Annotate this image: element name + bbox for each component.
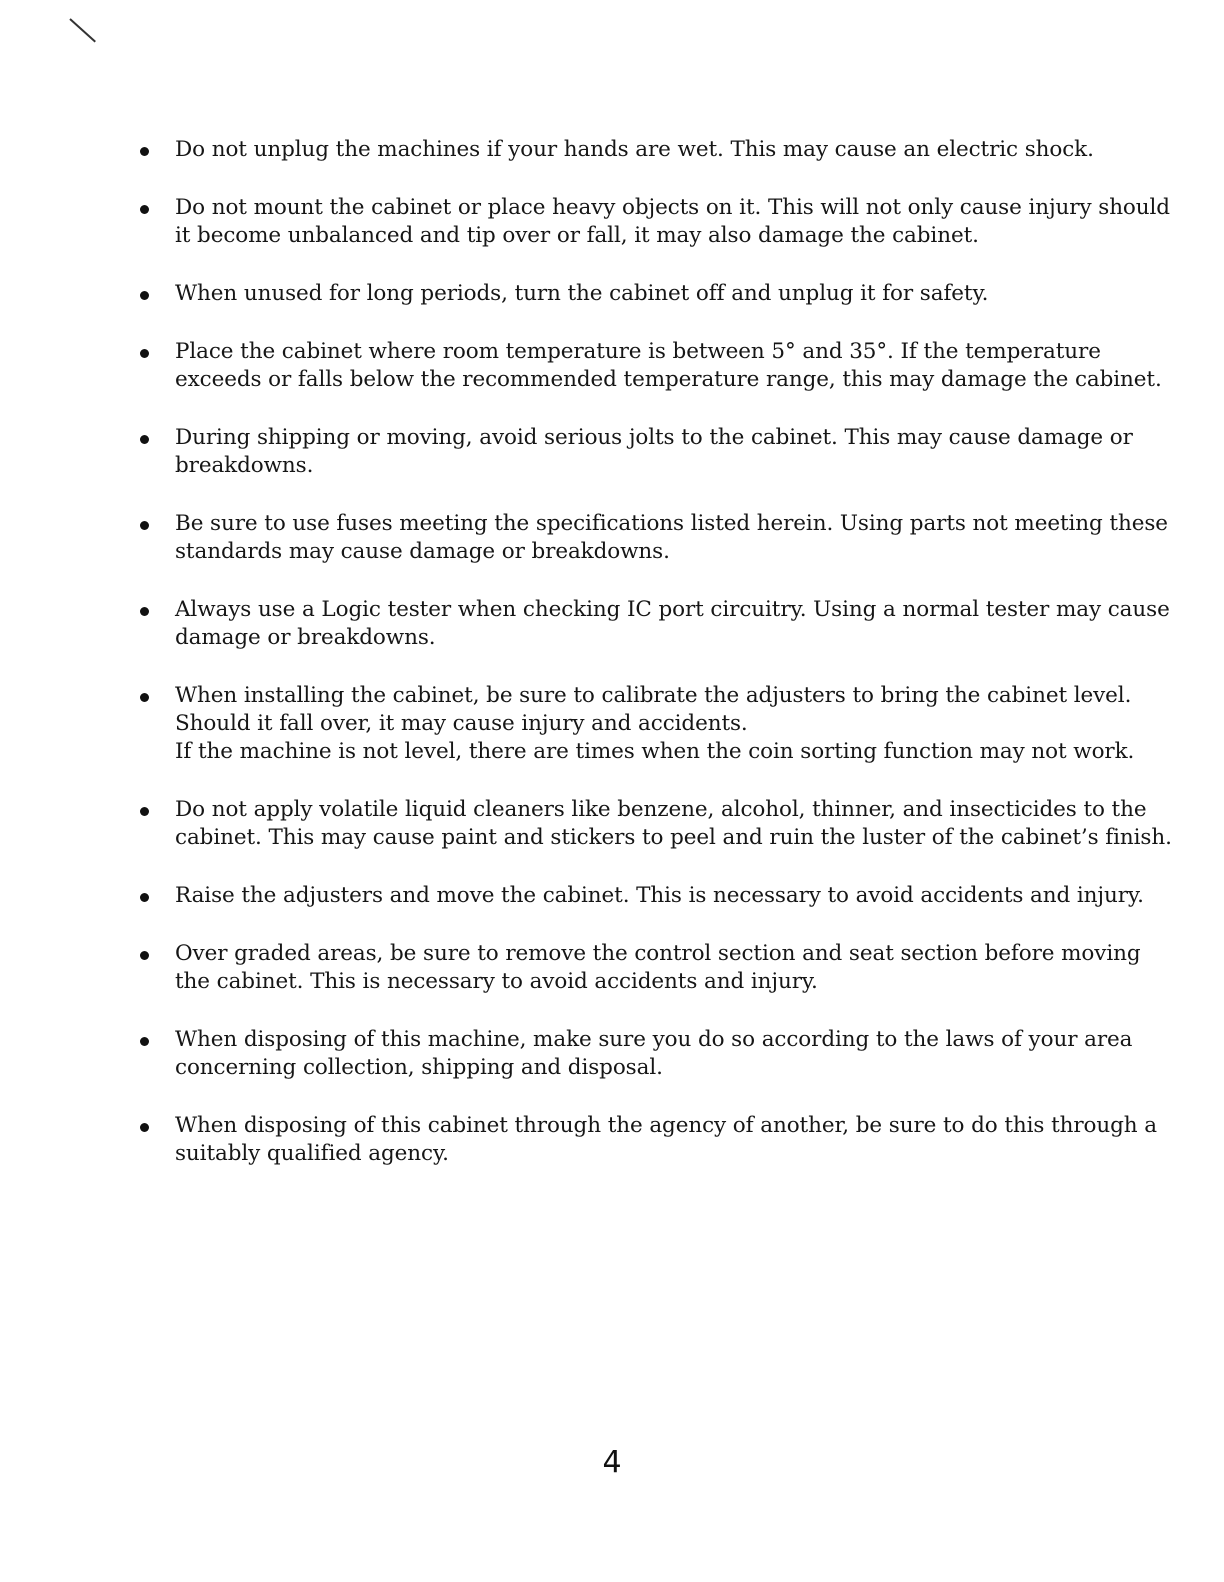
- bullet-line: damage or breakdowns.: [175, 625, 436, 650]
- bullet-line: When installing the cabinet, be sure to calibrate the adjusters to bring the cabinet level.: [175, 683, 1132, 708]
- bullet-line: cabinet. This may cause paint and stickers to peel and ruin the luster of the cabinet’s finish.: [175, 825, 1172, 850]
- bullet-line: it become unbalanced and tip over or fall, it may also damage the cabinet.: [175, 223, 979, 248]
- bullet-line: Do not apply volatile liquid cleaners like benzene, alcohol, thinner, and insecticides to the: [175, 797, 1147, 822]
- bullet-item: [135, 1112, 1157, 1168]
- bullet-icon: [140, 951, 149, 960]
- bullet-icon: [140, 435, 149, 444]
- bullet-icon: [140, 693, 149, 702]
- bullet-icon: [140, 147, 149, 156]
- bullet-line: During shipping or moving, avoid serious jolts to the cabinet. This may cause damage or: [175, 425, 1133, 450]
- bullet-line: When unused for long periods, turn the cabinet off and unplug it for safety.: [175, 281, 989, 306]
- bullet-item: [135, 280, 1140, 308]
- bullet-item: [135, 882, 1144, 910]
- bullet-line: Always use a Logic tester when checking IC port circuitry. Using a normal tester may cause: [175, 597, 1170, 622]
- safety-precautions-content: [135, 136, 1172, 1168]
- bullet-icon: [140, 893, 149, 902]
- bullet-icon: [140, 1123, 149, 1132]
- bullet-line: Should it fall over, it may cause injury and accidents.: [175, 711, 748, 736]
- bullet-line: the cabinet. This is necessary to avoid accidents and injury.: [175, 969, 818, 994]
- bullet-line: When disposing of this cabinet through the agency of another, be sure to do this through a: [175, 1113, 1157, 1138]
- bullet-line: exceeds or falls below the recommended temperature range, this may damage the cabinet.: [175, 367, 1162, 392]
- bullet-line: Raise the adjusters and move the cabinet. This is necessary to avoid accidents and injury.: [175, 883, 1144, 908]
- bullet-line: Do not mount the cabinet or place heavy objects on it. This will not only cause injury should: [175, 195, 1170, 220]
- bullet-line: Be sure to use fuses meeting the specifications listed herein. Using parts not meeting these: [175, 511, 1168, 536]
- bullet-line: suitably qualified agency.: [175, 1141, 449, 1166]
- bullet-line: breakdowns.: [175, 453, 314, 478]
- bullet-line: concerning collection, shipping and disposal.: [175, 1055, 663, 1080]
- bullet-line: standards may cause damage or breakdowns.: [175, 539, 670, 564]
- bullet-item: [135, 682, 1140, 766]
- bullet-item: [135, 338, 1162, 394]
- bullet-icon: [140, 205, 149, 214]
- page-number: 4: [602, 1445, 622, 1480]
- bullet-item: [135, 136, 1140, 164]
- bullet-item: [135, 1026, 1140, 1082]
- bullet-icon: [140, 1037, 149, 1046]
- bullet-line: Do not unplug the machines if your hands are wet. This may cause an electric shock.: [175, 137, 1094, 162]
- bullet-icon: [140, 291, 149, 300]
- bullet-item: [135, 940, 1140, 996]
- bullet-line: If the machine is not level, there are times when the coin sorting function may not work.: [175, 739, 1135, 764]
- bullet-line: Over graded areas, be sure to remove the control section and seat section before moving: [175, 941, 1141, 966]
- bullet-item: [135, 596, 1170, 652]
- bullet-item: [135, 796, 1172, 852]
- bullet-icon: [140, 521, 149, 530]
- scan-mark: [69, 18, 96, 42]
- bullet-icon: [140, 807, 149, 816]
- bullet-item: [135, 510, 1168, 566]
- bullet-line: When disposing of this machine, make sure you do so according to the laws of your area: [175, 1027, 1133, 1052]
- safety-bullet-list: [135, 136, 1172, 1168]
- bullet-item: [135, 424, 1140, 480]
- bullet-item: [135, 194, 1170, 250]
- bullet-line: Place the cabinet where room temperature is between 5° and 35°. If the temperature: [175, 339, 1101, 364]
- bullet-icon: [140, 607, 149, 616]
- bullet-icon: [140, 349, 149, 358]
